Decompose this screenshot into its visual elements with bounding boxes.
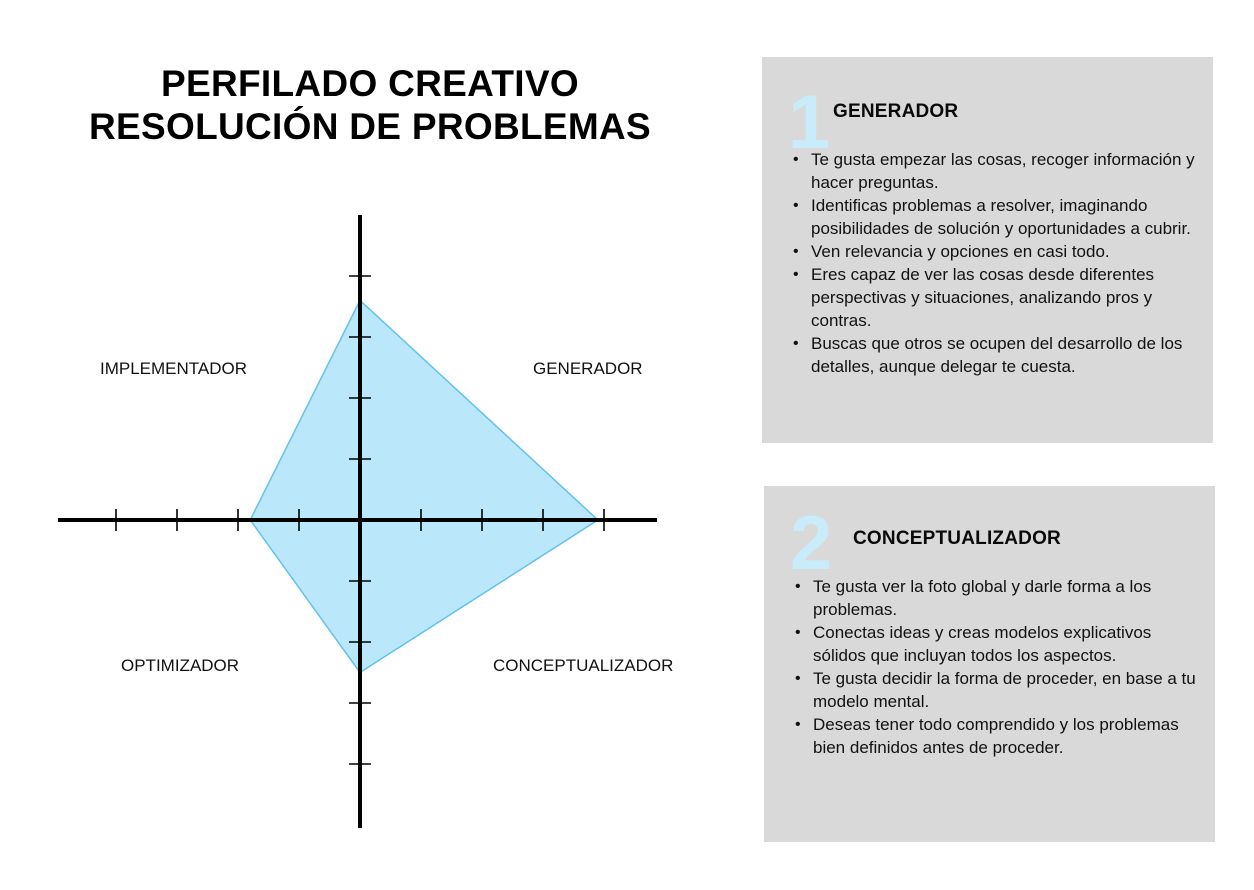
list-item: • Identificas problemas a resolver, imaginando posibilidades de solución y oportunidades a cubrir. xyxy=(811,194,1201,240)
label-optimizador: OPTIMIZADOR xyxy=(121,656,240,675)
card-title: CONCEPTUALIZADOR xyxy=(853,528,1061,549)
label-generador: GENERADOR xyxy=(533,359,643,378)
card-conceptualizador xyxy=(764,486,1215,842)
card-title: GENERADOR xyxy=(833,101,959,122)
title-line-1: PERFILADO CREATIVO xyxy=(161,63,579,104)
card-number: 2 xyxy=(790,501,833,586)
list-item: • Deseas tener todo comprendido y los problemas bien definidos antes de proceder. xyxy=(813,713,1208,759)
card-list xyxy=(789,148,1201,378)
label-conceptualizador: CONCEPTUALIZADOR xyxy=(493,656,674,675)
card-number: 1 xyxy=(788,80,831,165)
list-item: • Te gusta decidir la forma de proceder, en base a tu modelo mental. xyxy=(813,667,1208,713)
title-line-2: RESOLUCIÓN DE PROBLEMAS xyxy=(89,106,651,147)
list-item: • Buscas que otros se ocupen del desarrollo de los detalles, aunque delegar te cuesta. xyxy=(811,332,1201,378)
card-generador xyxy=(762,57,1213,443)
label-implementador: IMPLEMENTADOR xyxy=(100,359,248,378)
list-item: • Ven relevancia y opciones en casi todo. xyxy=(811,240,1201,263)
list-item: • Eres capaz de ver las cosas desde diferentes perspectivas y situaciones, analizando pros y contras. xyxy=(811,263,1201,332)
list-item: • Te gusta ver la foto global y darle forma a los problemas. xyxy=(813,575,1208,621)
list-item: • Conectas ideas y creas modelos explicativos sólidos que incluyan todos los aspectos. xyxy=(813,621,1208,667)
card-list xyxy=(791,575,1208,759)
profile-polygon xyxy=(250,300,598,672)
list-item: • Te gusta empezar las cosas, recoger información y hacer preguntas. xyxy=(811,148,1201,194)
